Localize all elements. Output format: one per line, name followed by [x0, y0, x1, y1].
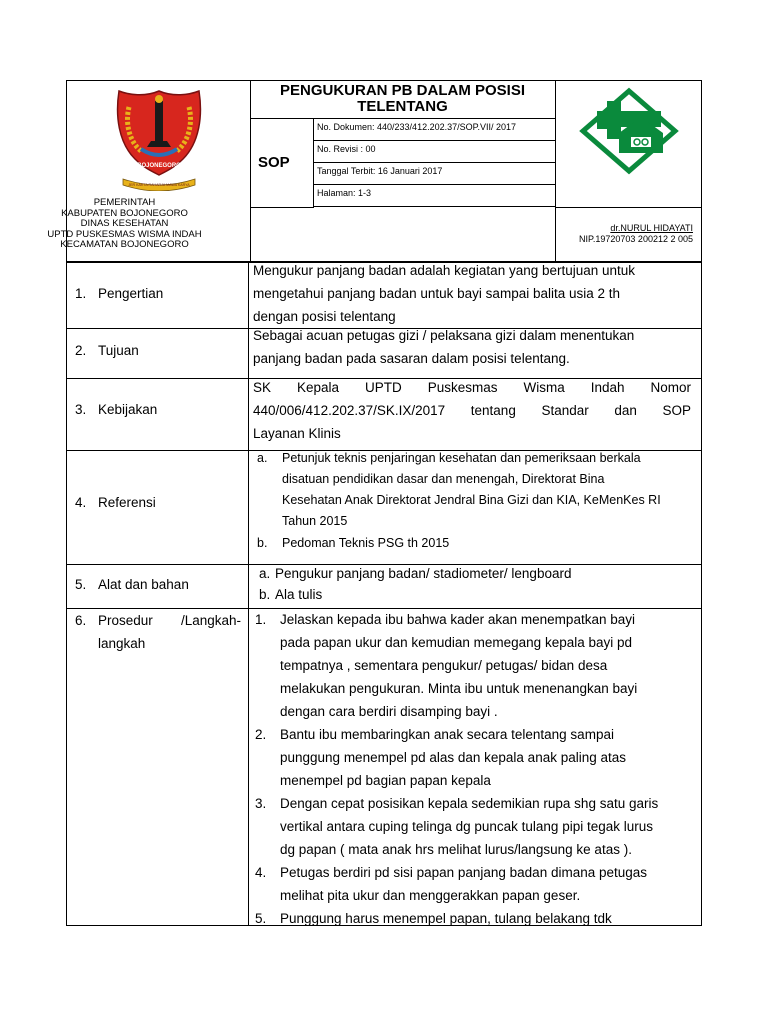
content-line: punggung menempel pd alas dan kepala anak paling atas	[280, 750, 627, 765]
list-marker: 2.	[255, 727, 267, 742]
emblem-text: BOJONEGORO	[137, 163, 181, 169]
content-line: melihat pita ukur dan menggerakkan papan geser.	[280, 888, 581, 903]
no-revisi: No. Revisi : 00	[313, 141, 555, 163]
document-title	[250, 81, 555, 119]
content-line: Tahun 2015	[282, 514, 348, 528]
content-line: melakukan pengukuran. Minta ibu untuk menenangkan bayi	[280, 681, 638, 696]
list-item	[259, 584, 691, 605]
row-alat-bahan	[67, 564, 701, 609]
content-line: tempatnya , sementara pengukur/ petugas/ bidan desa	[280, 658, 608, 673]
content-line: Layanan Klinis	[253, 426, 341, 441]
content-line: Sebagai acuan petugas gizi / pelaksana gizi dalam menentukan	[253, 328, 635, 343]
list-item	[255, 907, 691, 926]
row-label-cell	[67, 564, 249, 608]
header-title-column	[250, 81, 556, 261]
row-content	[257, 448, 691, 554]
content-line: Dengan cepat posisikan kepala sedemikian rupa shg satu garis	[280, 796, 659, 811]
row-content	[255, 608, 691, 926]
content-line: SK Kepala UPTD Puskesmas Wisma Indah Nomor	[253, 380, 691, 395]
row-label: langkah	[98, 636, 146, 651]
content-line: Punggung harus menempel papan, tulang belakang tdk	[280, 911, 612, 926]
signer-name: dr.NURUL HIDAYATI	[610, 223, 693, 233]
content-line: mengetahui panjang badan untuk bayi sampai balita usia 2 th	[253, 286, 621, 301]
content-line: Pengukur panjang badan/ stadiometer/ lengboard	[275, 566, 572, 581]
list-item	[257, 533, 691, 554]
row-tujuan	[67, 328, 701, 379]
row-label-cell	[67, 328, 249, 378]
gov-line: DINAS KESEHATAN	[80, 218, 169, 229]
gov-line: UPTD PUSKESMAS WISMA INDAH	[47, 228, 202, 240]
list-marker: b.	[259, 587, 271, 602]
gov-line: KABUPATEN BOJONEGORO	[61, 207, 188, 219]
content-line: Kesehatan Anak Direktorat Jendral Bina Gizi dan KIA, KeMenKes RI	[282, 493, 661, 507]
list-marker: 1.	[255, 612, 267, 627]
row-label: Pengertian	[98, 286, 164, 301]
list-marker: 4.	[255, 865, 267, 880]
list-marker: a.	[257, 451, 268, 465]
row-label: Referensi	[98, 495, 156, 510]
list-item	[257, 448, 691, 532]
emblem-motto: JER KARTA RAHARJA MAWA KARYA	[128, 183, 190, 187]
content-line: panjang badan pada sasaran dalam posisi telentang.	[253, 351, 570, 366]
row-content	[253, 262, 691, 328]
row-label: /Langkah-	[180, 613, 241, 628]
title-line-2: TELENTANG	[357, 98, 448, 115]
list-marker: 5.	[255, 911, 267, 926]
tanggal-terbit: Tanggal Terbit: 16 Januari 2017	[313, 163, 555, 185]
list-item	[255, 861, 691, 907]
list-item	[255, 723, 691, 792]
no-dokumen: No. Dokumen: 440/233/412.202.37/SOP.VII/ 2017	[313, 119, 555, 141]
sop-label: SOP	[250, 119, 314, 208]
content-line: Jelaskan kepada ibu bahwa kader akan menempatkan bayi	[280, 612, 635, 627]
row-prosedur	[67, 608, 701, 926]
title-line-1: PENGUKURAN PB DALAM POSISI	[279, 82, 526, 99]
list-item	[259, 563, 691, 584]
row-label: Alat dan bahan	[98, 577, 189, 592]
content-line: vertikal antara cuping telinga dg puncak tulang pipi tegak lurus	[280, 819, 653, 834]
row-label: Tujuan	[98, 343, 139, 358]
content-line: Pedoman Teknis PSG th 2015	[282, 536, 450, 550]
content-line: pada papan ukur dan kemudian memegang kepala bayi pd	[280, 635, 633, 650]
content-line: disatuan pendidikan dasar dan menengah, Direktorat Bina	[282, 472, 605, 486]
halaman: Halaman: 1-3	[313, 185, 555, 207]
signer-block	[579, 223, 693, 245]
row-label: Prosedur	[98, 613, 153, 628]
row-referensi	[67, 450, 701, 565]
row-number: 6.	[75, 613, 87, 628]
list-item	[255, 792, 691, 861]
row-number: 3.	[75, 402, 87, 417]
header-divider	[555, 207, 701, 208]
row-label-cell	[67, 608, 249, 926]
row-pengertian	[67, 263, 701, 329]
row-label: Kebijakan	[98, 402, 158, 417]
row-kebijakan	[67, 378, 701, 451]
list-marker: a.	[259, 566, 271, 581]
row-label-cell	[67, 263, 249, 328]
content-line: dengan cara berdiri disamping bayi .	[280, 704, 498, 719]
content-line: 440/006/412.202.37/SK.IX/2017 tentang Standar dan SOP	[253, 403, 691, 418]
bojonegoro-emblem-icon	[111, 87, 207, 191]
puskesmas-logo-icon	[579, 87, 679, 175]
row-number: 2.	[75, 343, 87, 358]
content-line: Petunjuk teknis penjaringan kesehatan dan pemeriksaan berkala	[282, 451, 641, 465]
gov-line: KECAMATAN BOJONEGORO	[60, 239, 189, 250]
content-line: dengan posisi telentang	[253, 309, 396, 324]
content-line: Ala tulis	[275, 587, 323, 602]
row-content	[259, 563, 691, 605]
content-line: Petugas berdiri pd sisi papan panjang badan dimana petugas	[280, 865, 648, 880]
gov-line: PEMERINTAH	[93, 197, 156, 208]
row-number: 4.	[75, 495, 87, 510]
content-line: menempel pd bagian papan kepala	[280, 773, 491, 788]
row-label-cell	[67, 450, 249, 564]
content-line: Bantu ibu membaringkan anak secara telentang sampai	[280, 727, 614, 742]
row-content	[253, 376, 691, 445]
header-right-column	[555, 81, 701, 261]
list-item	[255, 608, 691, 723]
row-content	[253, 324, 691, 370]
signer-nip: NIP.19720703 200212 2 005	[579, 234, 693, 244]
row-number: 1.	[75, 286, 87, 301]
content-line: Mengukur panjang badan adalah kegiatan yang bertujuan untuk	[253, 263, 636, 278]
row-number: 5.	[75, 577, 87, 592]
list-marker: 3.	[255, 796, 267, 811]
content-line: dg papan ( mata anak hrs melihat lurus/langsung ke atas ).	[280, 842, 632, 857]
government-label	[0, 198, 249, 251]
row-label-cell	[67, 378, 249, 450]
sop-table	[66, 262, 702, 926]
list-marker: b.	[257, 536, 268, 550]
